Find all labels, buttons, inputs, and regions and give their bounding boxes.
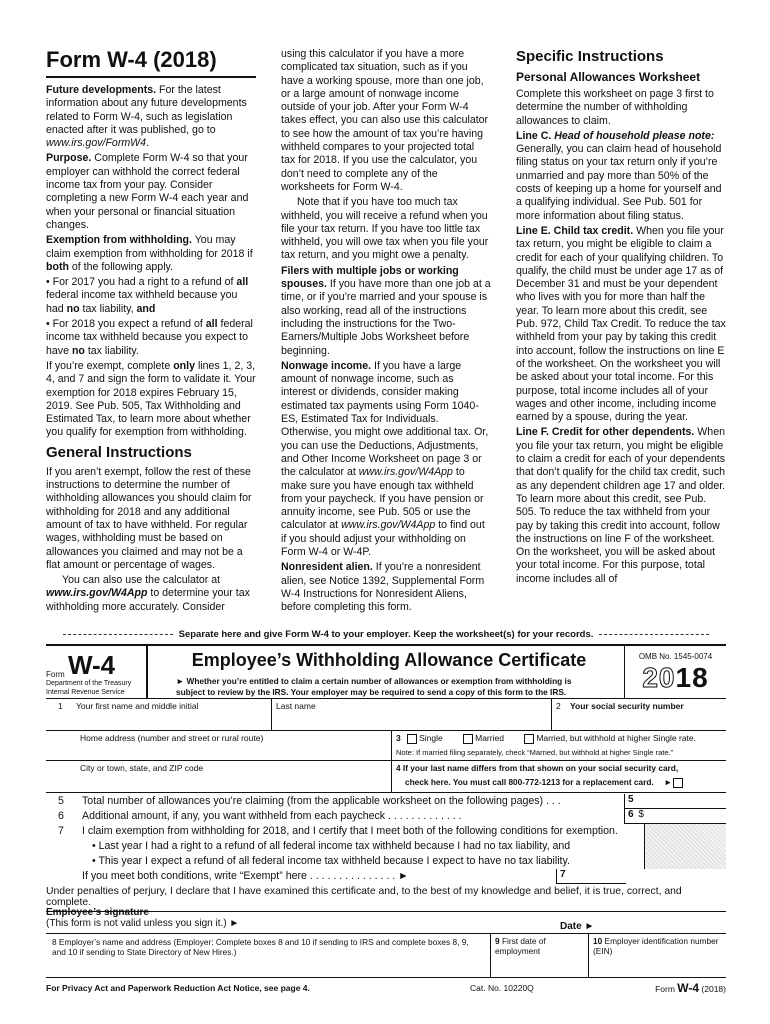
ein-field[interactable]: 10 Employer identification number (EIN) <box>588 934 726 977</box>
general-instructions-heading: General Instructions <box>46 443 192 461</box>
last-name-field[interactable]: Last name <box>271 699 551 730</box>
married-checkbox[interactable] <box>463 734 473 744</box>
omb-number: OMB No. 1545-0074 <box>638 652 713 661</box>
nonresident-paragraph: Nonresident alien. If you’re a nonresident alien, see Notice 1392, Supplemental Form W-4 Instructions for Nonresident Aliens, before completing this form. <box>281 561 485 614</box>
omb-block <box>624 646 726 699</box>
specific-instructions-heading: Specific Instructions <box>516 48 664 65</box>
future-developments: Future developments. For the latest information about any future developments related to Form W-4, such as legislation enacted after it was published, go to www.irs.gov/FormW4. <box>46 84 247 150</box>
row-name <box>46 699 726 731</box>
name-differs-checkbox[interactable] <box>673 778 683 788</box>
exemption-bullet-1: • For 2017 you had a right to a refund of all federal income tax withheld because you had no tax liability, and <box>46 276 249 315</box>
instructions-column-1 <box>46 48 256 616</box>
name-differs-field: 4 If your last name differs from that shown on your social security card, check here. You must call 800-772-1213 for a replacement card. ► <box>391 761 726 792</box>
certificate-title: Employee’s Withholding Allowance Certificate <box>191 650 587 670</box>
date-field[interactable] <box>606 907 724 933</box>
dash-line-right <box>599 634 709 635</box>
exemption-bullet-2: • For 2018 you expect a refund of all federal income tax withheld because you expect to have no tax liability. <box>46 318 253 357</box>
worksheet-paragraph: Complete this worksheet on page 3 first to determine the number of withholding allowances to claim. <box>516 88 714 127</box>
employer-row <box>46 934 726 978</box>
first-name-field[interactable]: 1 Your first name and middle initial <box>58 701 199 711</box>
form-title: Form W-4 (2018) <box>46 48 256 78</box>
general-paragraph: If you aren’t exempt, follow the rest of these instructions to determine the number of withholding allowances you should claim for withholding for 2018 and any additional amount of tax to have withheld. For regular wages, withholding must be based on allowances you claimed and may not be a flat amount or percentage of wages. <box>46 465 252 571</box>
separator-text: Separate here and give Form W-4 to your employer. Keep the worksheet(s) for your records. <box>178 629 594 640</box>
filing-status-field: 3 Single Married Married, but withhold at higher Single rate. Note: If married filing separately, check “Married, but withhold at higher Single rate.” <box>391 731 726 760</box>
calculator-paragraph: You can also use the calculator at www.irs.gov/W4App to determine your tax withholding more accurately. Consider <box>46 574 250 613</box>
city-state-zip-field[interactable]: City or town, state, and ZIP code <box>80 763 204 773</box>
exemption-paragraph: Exemption from withholding. You may claim exemption from withholding for 2018 if both of the following apply. <box>46 234 253 273</box>
allowances-box[interactable]: 5 <box>624 794 726 809</box>
married-separately-note: Note: If married filing separately, check “Married, but withhold at higher Single rate.” <box>396 747 674 757</box>
row-city <box>46 761 726 793</box>
certificate-header <box>46 644 726 699</box>
multiple-jobs-paragraph: Filers with multiple jobs or working spouses. If you have more than one job at a time, or if you’re married and your spouse is also working, read all of the instructions including the instructions for the Two-Earners/Multiple Jobs Worksheet before beginning. <box>281 264 491 357</box>
exempt-complete-paragraph: If you’re exempt, complete only lines 1, 2, 3, 4, and 7 and sign the form to validate it. Your exemption for 2018 expires February 15, 2019. See Pub. 505, Tax Withholding and Estimated Tax, to learn more about whether you qualify for exemption from withholding. <box>46 359 256 439</box>
certificate-title-block <box>154 646 624 699</box>
form-number: W-4 <box>68 650 116 680</box>
first-date-field[interactable]: 9 First date of employment <box>490 934 588 977</box>
perjury-statement: Under penalties of perjury, I declare that I have examined this certificate and, to the best of my knowledge and belief, it is true, correct, and complete. <box>46 886 726 912</box>
footer-form-id: Form W-4 (2018) <box>655 981 726 995</box>
signature-row <box>46 905 726 934</box>
shaded-area <box>644 824 726 869</box>
personal-allowances-heading: Personal Allowances Worksheet <box>516 70 701 84</box>
dash-line-left <box>63 634 173 635</box>
home-address-field[interactable]: Home address (number and street or rural route) <box>80 733 264 743</box>
ssn-field[interactable]: 2 Your social security number <box>551 699 726 730</box>
w4app-link[interactable]: www.irs.gov/W4App <box>341 519 436 532</box>
signature-validity: (This form is not valid unless you sign it.) ► <box>46 918 240 929</box>
married-higher-rate-checkbox[interactable] <box>524 734 534 744</box>
form-year: 2018 <box>642 662 709 693</box>
single-checkbox[interactable] <box>407 734 417 744</box>
signature-field[interactable] <box>236 907 546 933</box>
privacy-notice: For Privacy Act and Paperwork Reduction Act Notice, see page 4. <box>46 983 310 993</box>
line-f-paragraph: Line F. Credit for other dependents. When you file your tax return, you might be eligible to claim a credit for each of your dependents that don’t qualify for the child tax credit, such as any dependent children age 17 and older. To learn more about this credit, see Pub. 505. To reduce the tax withheld from your pay by taking this credit into account, follow the instructions on line F of the worksheet. On the worksheet, you will be asked about your total income. For this purpose, total income includes all of <box>516 426 726 585</box>
calculator-continued: using this calculator if you have a more complicated tax situation, such as if you have a working spouse, more than one job, or a large amount of nonwage income outside of your job. After your Form W-4 takes effect, you can also use this calculator to see how the amount of tax you’re having withheld compares to your projected total tax for 2018. If you use the calculator, you don’t need to complete any of the worksheets for Form W-4. <box>281 48 489 193</box>
catalog-number: Cat. No. 10220Q <box>470 983 534 993</box>
refund-note: Note that if you have too much tax withheld, you will receive a refund when you file your tax return. If you have too little tax withheld, you will owe tax when you file your tax return, and you might owe a penalty. <box>281 196 489 262</box>
irs-review-note: ► Whether you’re entitled to claim a certain number of allowances or exemption from withholding is subject to review by the IRS. Your employer may be required to send a copy of this form to the IRS. <box>176 676 572 697</box>
instructions-column-2 <box>281 48 491 616</box>
date-label: Date ► <box>560 921 595 932</box>
purpose-paragraph: Purpose. Complete Form W-4 so that your employer can withhold the correct federal income tax from your pay. Consider completing a new Form W-4 each year and when your personal or financial situation changes. <box>46 152 249 231</box>
w4app-link[interactable]: www.irs.gov/W4App <box>358 466 453 479</box>
exempt-box-label: 7 <box>556 869 572 884</box>
w4app-link[interactable]: www.irs.gov/W4App <box>46 587 148 600</box>
form-id-block: Form W-4 Department of the Treasury Internal Revenue Service <box>46 646 148 699</box>
row-address <box>46 731 726 761</box>
formw4-link[interactable]: www.irs.gov/FormW4 <box>46 137 147 150</box>
exempt-entry[interactable] <box>572 869 626 884</box>
line-e-paragraph: Line E. Child tax credit. When you file your tax return, you might be eligible to claim a credit for each of your qualifying children. To qualify, the child must be under age 17 as of December 31 and must be your dependent who lives with you for more than half the year. To learn more about this credit, see Pub. 972, Child Tax Credit. To reduce the tax withheld from your pay by taking this credit into account, follow the instructions on line E of the worksheet. On the worksheet you will be asked about your total income. For this purpose, total income includes all of your wages and other income, including income earned by a spouse, during the year. <box>516 224 726 424</box>
department: Department of the Treasury Internal Revenue Service <box>46 680 132 696</box>
additional-amount-box[interactable]: 6 $ <box>624 809 726 824</box>
employer-name-field[interactable]: 8 Employer’s name and address (Employer: Complete boxes 8 and 10 if sending to IRS and complete boxes 8, 9, and 10 if sending to State Directory of New Hires.) <box>52 937 469 957</box>
signature-label: Employee’s signature <box>46 907 149 918</box>
cut-line <box>46 629 726 641</box>
line-c-paragraph: Line C. Head of household please note: Generally, you can claim head of household filing status on your tax return only if you’re unmarried and pay more than 50% of the costs of keeping up a home for yourself and a qualifying individual. See Pub. 501 for more information about filing status. <box>516 129 722 222</box>
instructions-column-3 <box>516 48 726 588</box>
nonwage-paragraph: Nonwage income. If you have a large amount of nonwage income, such as interest or dividends, consider making estimated tax payments using Form 1040-ES, Estimated Tax for Individuals. Otherwise, you might owe additional tax. Or, you can use the Deductions, Adjustments, and Other Income Worksheet on page 3 or the calculator at www.irs.gov/W4App to make sure you have enough tax withheld from your paycheck. If you have pension or annuity income, see Pub. 505 or use the calculator at www.irs.gov/W4App to find out if you should adjust your withholding on Form W-4 or W-4P. <box>281 359 489 558</box>
